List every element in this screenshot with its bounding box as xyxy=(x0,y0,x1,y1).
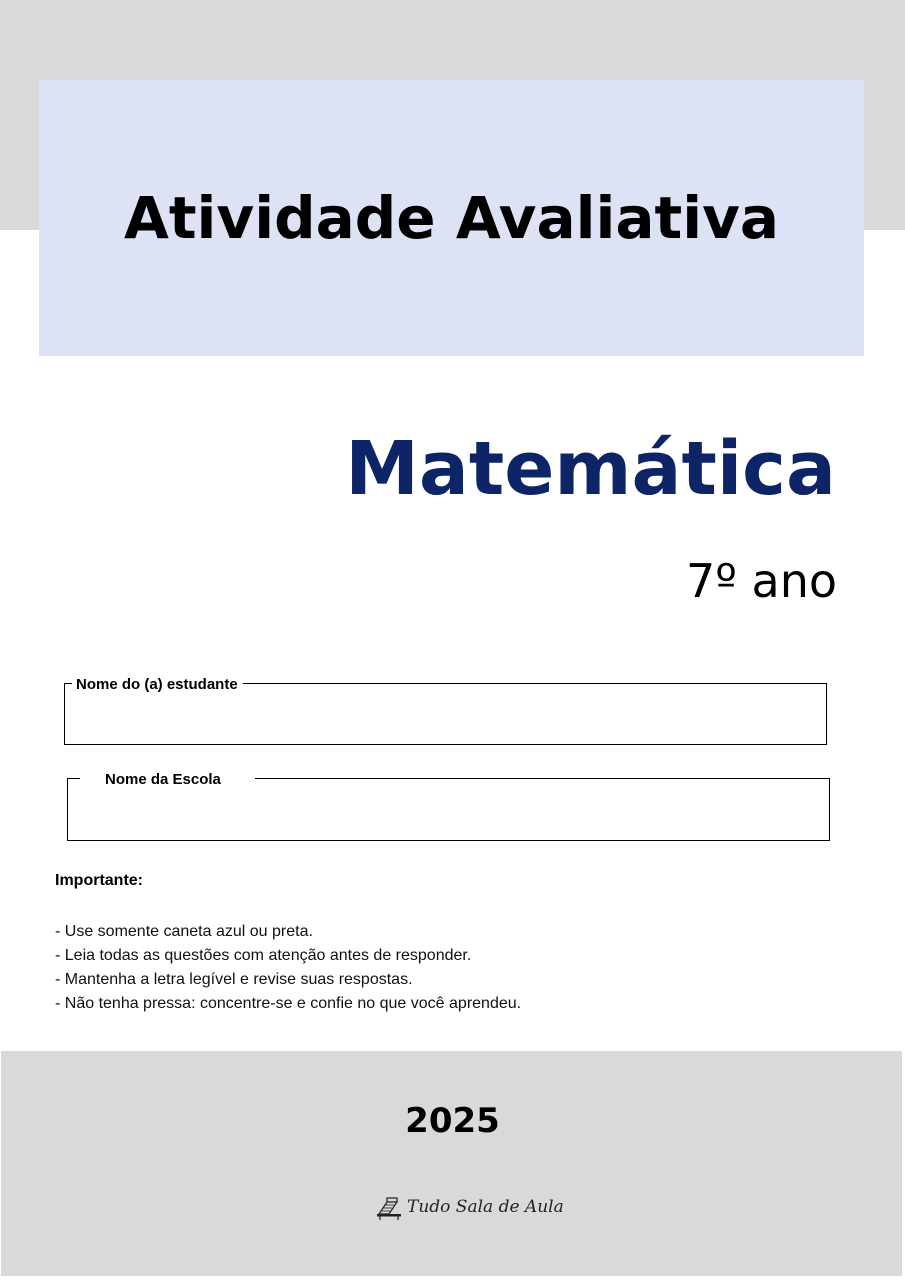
book-desk-icon xyxy=(375,1194,403,1220)
page-title: Atividade Avaliativa xyxy=(123,184,780,252)
instructions-list xyxy=(55,920,521,1016)
bottom-band xyxy=(1,1051,902,1276)
instruction-item: - Leia todas as questões com atenção antes de responder. xyxy=(55,947,472,964)
instructions-heading: Importante: xyxy=(55,872,143,889)
year-label: 2025 xyxy=(405,1101,500,1141)
title-box xyxy=(39,80,864,356)
instruction-item: - Não tenha pressa: concentre-se e confie no que você aprendeu. xyxy=(55,995,522,1012)
instruction-item: - Use somente caneta azul ou preta. xyxy=(55,923,313,940)
student-name-label: Nome do (a) estudante xyxy=(72,677,243,692)
instruction-item: - Mantenha a letra legível e revise suas respostas. xyxy=(55,971,413,988)
school-name-label: Nome da Escola xyxy=(80,772,255,787)
brand-name: Tudo Sala de Aula xyxy=(407,1196,564,1217)
brand-logo xyxy=(375,1192,564,1222)
grade-label: 7º ano xyxy=(685,554,837,608)
subject-title: Matemática xyxy=(345,426,836,512)
